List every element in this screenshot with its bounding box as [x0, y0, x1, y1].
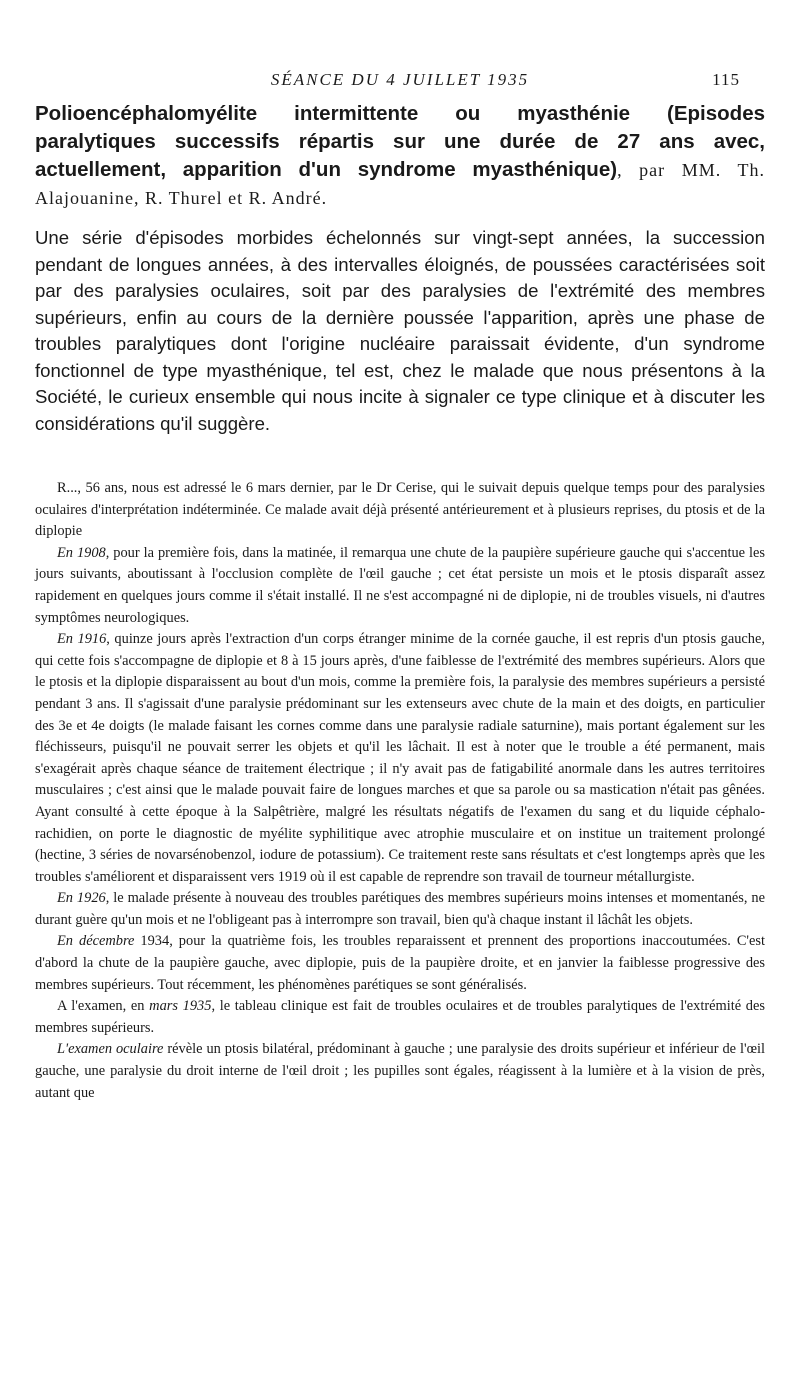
paragraph-1916 — [35, 629, 765, 888]
paragraph-text: 1934, pour la quatrième fois, les troubles reparaissent et prennent des proportions inaccoutumées. C'est d'abord la chute de la paupière gauche, avec diplopie, puis de la paupière droite, et en janvier la faiblesse progressive des membres supérieurs. Tout récemment, les phénomènes parétiques se sont généralisés. — [35, 933, 765, 993]
article-title: Polioencéphalomyélite intermittente ou myasthénie (Episodes paralytiques successifs répartis sur une durée de 27 ans avec, actuellement, apparition d'un syndrome myasthénique) — [35, 102, 765, 181]
running-title: SÉANCE DU 4 JUILLET 1935 — [270, 70, 530, 89]
abstract: Une série d'épisodes morbides échelonnés sur vingt-sept années, la succession pendant de longues années, à des intervalles éloignés, de poussées caractérisées soit par des paralysies oculaires, soit par des paralysies de l'extrémité des membres supérieurs, enfin au cours de la dernière poussée l'apparition, après une phase de troubles paralytiques dont l'origine nucléaire paraissait évidente, d'un syndrome fonctionnel de type myasthénique, tel est, chez le malade que nous présentons à la Société, le curieux ensemble qui nous incite à signaler ce type clinique et à discuter les considérations qu'il suggère. — [35, 227, 765, 434]
paragraph-text: A l'examen, en — [57, 998, 150, 1015]
paragraph-text: , quinze jours après l'extraction d'un corps étranger minime de la cornée gauche, il est repris d'un ptosis gauche, qui cette fois s'accompagne de diplopie et 8 à 15 jours après, d'une faiblesse de l'extrémité des membres supérieurs. Alors que le ptosis et la diplopie disparaissent au bout d'un mois, comme la première fois, la paralysie des membres supérieurs a persisté pendant 3 ans. Il s'agissait d'une paralysie prédominant sur les extenseurs avec chute de la main et des doigts, en particulier des 3e et 4e doigts (le malade faisant les cornes comme dans une paralysie radiale saturnine), mais portant également sur les fléchisseurs, puisqu'il ne pouvait serrer les objets et qu'il les lâchait. Il est à noter que le trouble a été permanent, mais s'exagérait après chaque séance de traitement électrique ; il n'y avait pas de fatigabilité anormale dans les autres territoires musculaires ; c'est ainsi que le malade pouvait faire de longues marches et que sa parole ou sa mastication n'était pas gênées. Ayant consulté à cette époque à la Salpêtrière, malgré les résultats négatifs de l'examen du sang et du liquide céphalo-rachidien, on porte le diagnostic de myélite syphilitique avec atrophie musculaire et on institue un traitement prolongé (hectine, 3 séries de novarsénobenzol, iodure de potassium). Ce traitement reste sans résultats et c'est longtemps après que les troubles s'améliorent et disparaissent vers 1919 où il est capable de reprendre son travail de tourneur métallurgiste. — [35, 631, 765, 885]
paragraph-intro — [35, 478, 765, 543]
paragraph-lead: L'examen oculaire — [57, 1041, 164, 1058]
paragraph-text: R..., 56 ans, nous est adressé le 6 mars dernier, par le Dr Cerise, qui le suivait depuis quelque temps pour des paralysies oculaires d'interprétation indéterminée. Ce malade avait déjà présenté antérieurement et à plusieurs reprises, du ptosis et de la diplopie — [35, 480, 765, 540]
article-authors: MM. Th. Alajouanine, R. Thurel et R. André. — [35, 160, 765, 208]
paragraph-examen — [35, 996, 765, 1039]
paragraph-1934 — [35, 931, 765, 996]
article-heading — [35, 100, 765, 212]
running-head — [0, 70, 800, 94]
paragraph-text: , pour la première fois, dans la matinée, il remarqua une chute de la paupière supérieure gauche qui s'accentue les jours suivants, aboutissant à l'occlusion complète de l'œil gauche ; cet état persiste un mois et le ptosis disparaît assez rapidement en quelques jours comme il s'était installé. Il ne s'est accompagné ni de diplopie, ni de troubles visuels, ni d'autres symptômes neurologiques. — [35, 544, 765, 626]
case-report — [35, 478, 765, 1104]
paragraph-text: révèle un ptosis bilatéral, prédominant à gauche ; une paralysie des droits supérieur et inférieur de l'œil gauche, une paralysie du droit interne de l'œil droit ; les pupilles sont égales, réagissent à la lumière et à la vision de près, autant que — [35, 1041, 765, 1101]
paragraph-lead: En 1916 — [57, 631, 107, 648]
paragraph-1908 — [35, 543, 765, 629]
paragraph-1926 — [35, 888, 765, 931]
page-number: 115 — [712, 70, 740, 89]
paragraph-text: , le malade présente à nouveau des troubles parétiques des membres supérieurs moins intenses et momentanés, ne durant guère qu'un mois et ne l'obligeant pas à interrompre son travail, bien qu'à chaque instant il lâchât les objets. — [35, 890, 765, 928]
paragraph-date: mars 1935 — [149, 998, 212, 1015]
paragraph-lead: En 1908 — [57, 544, 106, 561]
paragraph-oculaire — [35, 1039, 765, 1104]
paragraph-lead: En 1926 — [57, 890, 106, 907]
paragraph-lead: En décembre — [57, 933, 135, 950]
paragraph-tail: , le tableau clinique est fait de troubles oculaires et de troubles paralytiques de l'extrémité des membres supérieurs. — [35, 998, 765, 1036]
byline-connector: , par — [617, 160, 666, 180]
